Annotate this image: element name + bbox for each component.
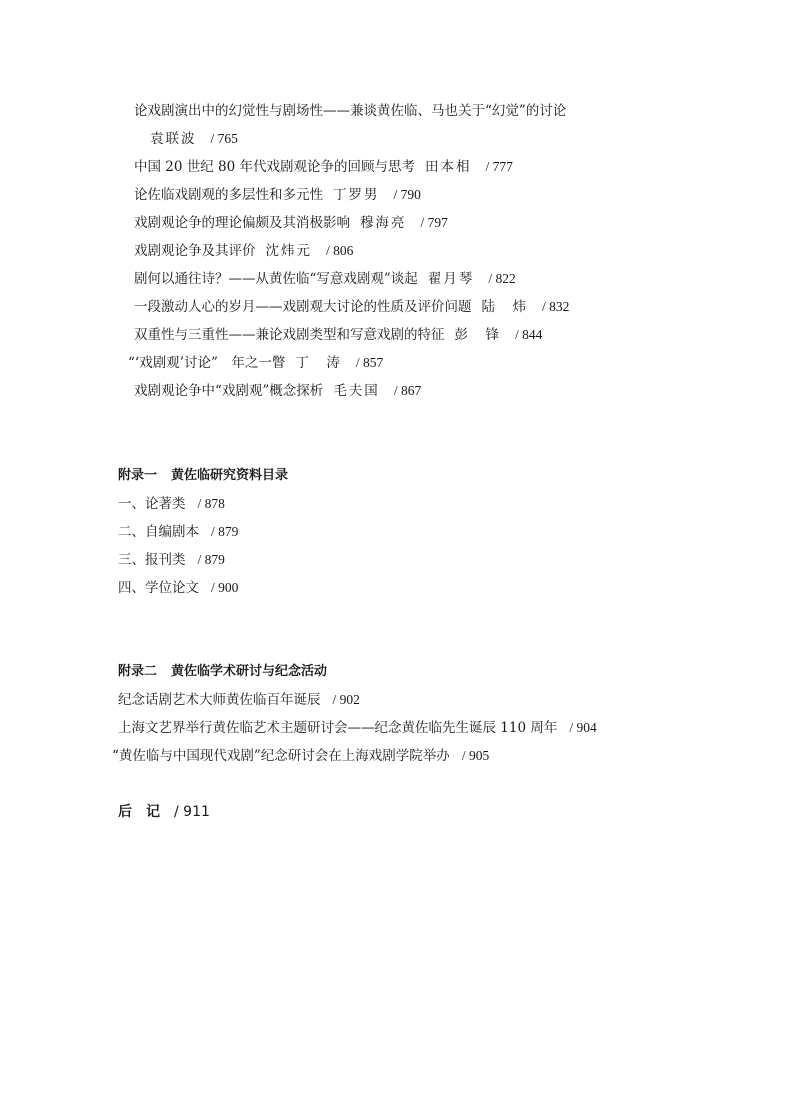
entry-author: 陆 炜 — [481, 299, 528, 315]
entry-page: / 822 — [488, 271, 516, 286]
toc-entry — [118, 718, 597, 738]
entry-title: 上海文艺界举行黄佐临艺术主题研讨会——纪念黄佐临先生诞辰 110 周年 — [118, 720, 558, 736]
appendix2-label: 附录二 — [118, 664, 158, 679]
entry-title: 论佐临戏剧观的多层性和多元性 — [134, 187, 323, 203]
toc-entry — [134, 185, 421, 205]
entry-author: 袁联波 — [150, 131, 197, 147]
entry-author: 丁罗男 — [333, 187, 380, 203]
entry-author: 毛夫国 — [333, 383, 380, 399]
entry-page: / 844 — [515, 327, 543, 342]
entry-title: 戏剧观论争及其评价 — [134, 243, 256, 259]
entry-page: / 900 — [211, 580, 239, 595]
entry-page: / 797 — [420, 215, 448, 230]
entry-page: / 832 — [542, 299, 570, 314]
toc-entry — [134, 269, 516, 289]
toc-entry — [134, 325, 542, 345]
entry-page: / 902 — [332, 692, 360, 707]
entry-title: 中国 20 世纪 80 年代戏剧观论争的回顾与思考 — [134, 159, 416, 175]
toc-entry — [128, 353, 383, 373]
entry-title: 四、学位论文 — [118, 580, 199, 596]
toc-entry — [140, 129, 238, 149]
toc-entry — [134, 381, 421, 401]
entry-page: / 857 — [355, 355, 384, 370]
afterword-entry — [118, 802, 210, 822]
appendix1-title: 黄佐临研究资料目录 — [171, 468, 289, 483]
entry-title: “‘戏剧观’讨论” 年之一瞥 — [128, 355, 286, 371]
entry-page: / 905 — [461, 748, 490, 763]
entry-page: / 904 — [569, 720, 597, 735]
toc-entry — [134, 297, 569, 317]
appendix2-heading — [118, 662, 327, 682]
entry-title: 双重性与三重性——兼论戏剧类型和写意戏剧的特征 — [134, 327, 445, 343]
appendix2-title: 黄佐临学术研讨与纪念活动 — [171, 664, 328, 679]
toc-entry — [118, 522, 238, 542]
entry-title: 戏剧观论争的理论偏颇及其消极影响 — [134, 215, 350, 231]
entry-page: / 879 — [197, 552, 225, 567]
appendix1-heading — [118, 466, 288, 486]
toc-entry — [134, 241, 353, 261]
toc-entry — [118, 550, 225, 570]
entry-page: / 878 — [197, 496, 225, 511]
toc-entry — [134, 213, 448, 233]
entry-title: 三、报刊类 — [118, 552, 186, 568]
entry-author: 田本相 — [425, 159, 472, 175]
entry-title: 纪念话剧艺术大师黄佐临百年诞辰 — [118, 692, 321, 708]
entry-author: 丁 涛 — [295, 355, 342, 371]
toc-entry — [112, 746, 489, 766]
entry-author: 彭 锋 — [454, 327, 501, 343]
toc-entry — [118, 494, 225, 514]
entry-page: / 790 — [393, 187, 421, 202]
entry-page: / 777 — [485, 159, 513, 174]
entry-page: / 765 — [210, 131, 238, 146]
entry-title: 戏剧观论争中“戏剧观”概念探析 — [134, 383, 324, 399]
toc-entry — [134, 157, 513, 177]
appendix1-label: 附录一 — [118, 468, 158, 483]
entry-title: 二、自编剧本 — [118, 524, 199, 540]
entry-author: 翟月琴 — [427, 271, 475, 287]
entry-title: 剧何以通往诗？——从黄佐临“写意戏剧观”谈起 — [134, 271, 418, 287]
toc-entry — [118, 578, 238, 598]
entry-page: / 867 — [393, 383, 422, 398]
afterword-page: / 911 — [174, 804, 210, 820]
entry-author: 沈炜元 — [265, 243, 312, 259]
entry-page: / 806 — [326, 243, 354, 258]
entry-title: 论戏剧演出中的幻觉性与剧场性——兼谈黄佐临、马也关于“幻觉”的讨论 — [134, 103, 567, 119]
afterword-label: 后 记 — [118, 804, 160, 820]
toc-entry — [118, 690, 360, 710]
toc-entry — [134, 101, 566, 121]
entry-title: 一、论著类 — [118, 496, 186, 512]
entry-author: 穆海亮 — [360, 215, 407, 231]
entry-title: “黄佐临与中国现代戏剧”纪念研讨会在上海戏剧学院举办 — [112, 748, 450, 764]
entry-title: 一段激动人心的岁月——戏剧观大讨论的性质及评价问题 — [134, 299, 472, 315]
entry-page: / 879 — [211, 524, 239, 539]
